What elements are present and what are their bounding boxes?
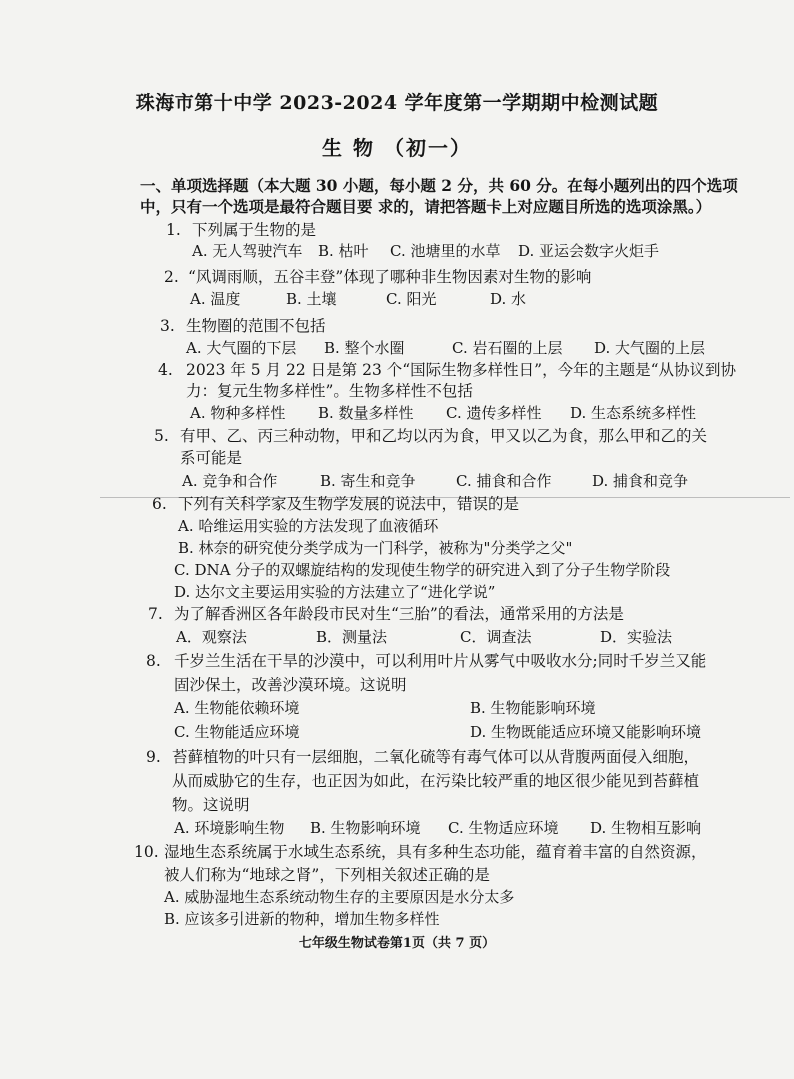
option-d: D. 达尔文主要运用实验的方法建立了“进化学说” (174, 583, 496, 601)
option-c: C. 岩石圈的上层 (452, 339, 563, 357)
question-number: 9. (146, 748, 161, 766)
option-d: D．实验法 (600, 628, 673, 646)
option-c: C. 遗传多样性 (446, 404, 542, 422)
question-stem-line-2: 力：复元生物多样性”。生物多样性不包括 (186, 382, 473, 400)
question-stem-line-1: 千岁兰生活在干旱的沙漠中，可以利用叶片从雾气中吸收水分;同时千岁兰又能 (174, 652, 707, 670)
question-number: 10. (134, 843, 159, 861)
option-d: D. 亚运会数字火炬手 (518, 242, 660, 260)
question-stem-line-2: 从而威胁它的生存，也正因为如此，在污染比较严重的地区很少能见到苔藓植 (172, 772, 700, 790)
option-a: A. 竞争和合作 (182, 472, 278, 490)
option-b: B．测量法 (316, 628, 388, 646)
question-stem: “风调雨顺，五谷丰登”体现了哪种非生物因素对生物的影响 (188, 268, 592, 286)
option-c: C. 生物能适应环境 (174, 723, 300, 741)
question-number: 4. (158, 361, 173, 379)
option-b: B. 土壤 (286, 290, 337, 308)
question-number: 8. (146, 652, 161, 670)
option-c: C．调查法 (460, 628, 532, 646)
option-b: B. 枯叶 (318, 242, 369, 260)
option-d: D. 大气圈的上层 (594, 339, 706, 357)
option-d: D. 水 (490, 290, 527, 308)
option-d: D. 生物既能适应环境又能影响环境 (470, 723, 702, 741)
question-stem-line-2: 系可能是 (180, 449, 243, 467)
option-a: A. 环境影响生物 (174, 819, 285, 837)
question-stem: 下列属于生物的是 (192, 221, 317, 239)
question-stem: 生物圈的范围不包括 (186, 317, 326, 335)
question-number: 7. (148, 605, 163, 623)
option-b: B. 数量多样性 (318, 404, 414, 422)
question-number: 6. (152, 495, 167, 513)
option-b: B. 生物影响环境 (310, 819, 421, 837)
option-a: A. 大气圈的下层 (186, 339, 297, 357)
option-a: A．观察法 (176, 628, 247, 646)
option-a: A. 无人驾驶汽车 (192, 242, 303, 260)
question-stem-line-2: 被人们称为“地球之肾”，下列相关叙述正确的是 (164, 866, 490, 884)
question-stem-line-1: 2023 年 5 月 22 日是第 23 个“国际生物多样性日”，今年的主题是“从协议到协 (186, 361, 737, 379)
question-stem: 下列有关科学家及生物学发展的说法中，错误的是 (178, 495, 520, 513)
option-c: C. 生物适应环境 (448, 819, 559, 837)
option-b: B. 整个水圈 (324, 339, 405, 357)
question-stem-line-1: 湿地生态系统属于水域生态系统，具有多种生态功能，蕴育着丰富的自然资源， (164, 843, 707, 861)
section-heading-line-1: 一、单项选择题（本大题 30 小题，每小题 2 分，共 60 分。在每小题列出的四个选项 (140, 176, 738, 195)
option-a: A. 威胁湿地生态系统动物生存的主要原因是水分太多 (164, 888, 515, 906)
question-number: 5. (154, 427, 169, 445)
option-d: D. 捕食和竞争 (592, 472, 689, 490)
option-a: A. 哈维运用实验的方法发现了血液循环 (178, 517, 439, 535)
option-c: C. 阳光 (386, 290, 437, 308)
question-stem: 为了解香洲区各年龄段市民对生“三胎”的看法，通常采用的方法是 (174, 605, 624, 623)
option-d: D. 生物相互影响 (590, 819, 702, 837)
option-d: D. 生态系统多样性 (570, 404, 697, 422)
question-stem-line-2: 固沙保土，改善沙漠环境。这说明 (174, 676, 407, 694)
option-b: B. 寄生和竞争 (320, 472, 416, 490)
question-stem-line-3: 物。这说明 (172, 796, 250, 814)
question-stem-line-1: 有甲、乙、丙三种动物，甲和乙均以丙为食，甲又以乙为食，那么甲和乙的关 (180, 427, 708, 445)
option-a: A. 温度 (190, 290, 241, 308)
question-number: 3. (160, 317, 175, 335)
option-c: C. 捕食和合作 (456, 472, 552, 490)
section-heading-line-2: 中，只有一个选项是最符合题目要 求的，请把答题卡上对应题目所选的选项涂黑。） (140, 197, 712, 216)
option-b: B. 林奈的研究使分类学成为一门科学，被称为"分类学之父" (178, 539, 573, 557)
option-b: B. 应该多引进新的物种，增加生物多样性 (164, 910, 440, 928)
question-stem-line-1: 苔藓植物的叶只有一层细胞，二氧化硫等有毒气体可以从背腹两面侵入细胞， (172, 748, 700, 766)
page-footer: 七年级生物试卷第1页（共 7 页） (298, 936, 496, 951)
exam-subtitle: 生 物 （初一） (322, 136, 472, 160)
option-c: C. DNA 分子的双螺旋结构的发现使生物学的研究进入到了分子生物学阶段 (174, 561, 671, 579)
option-a: A. 物种多样性 (190, 404, 286, 422)
exam-title: 珠海市第十中学 2023-2024 学年度第一学期期中检测试题 (135, 92, 659, 114)
question-number: 2. (164, 268, 179, 286)
option-b: B. 生物能影响环境 (470, 699, 596, 717)
option-c: C. 池塘里的水草 (390, 242, 501, 260)
option-a: A. 生物能依赖环境 (174, 699, 300, 717)
question-number: 1. (166, 221, 181, 239)
